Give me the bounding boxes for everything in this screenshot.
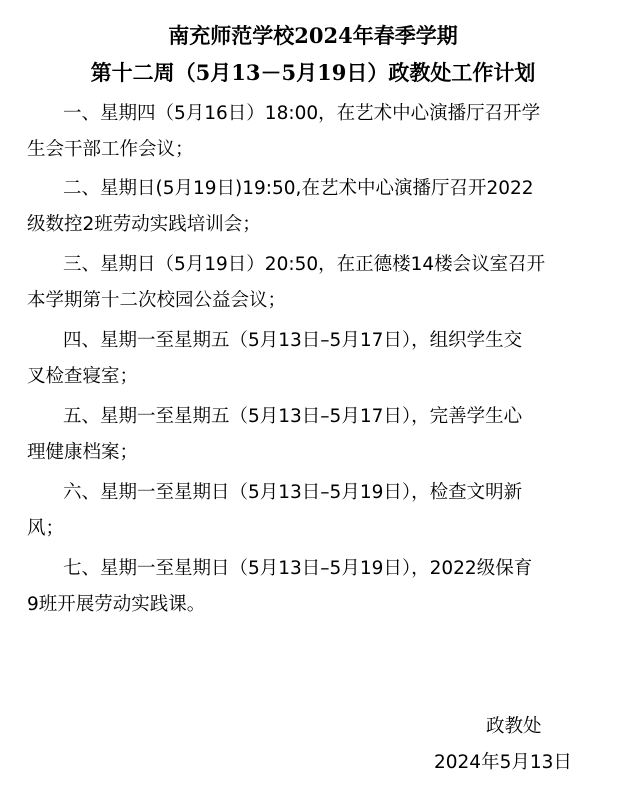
signature-date: 2024年5月13日	[434, 752, 572, 773]
plan-item-6-line-1: 六、星期一至星期日（5月13日–5月19日），检查文明新	[63, 482, 523, 503]
plan-item-5-line-2: 理健康档案；	[27, 442, 139, 463]
plan-item-7-line-2: 9班开展劳动实践课。	[27, 594, 206, 615]
plan-item-4-line-2: 叉检查寝室；	[27, 366, 139, 387]
plan-item-4-line-1: 四、星期一至星期五（5月13日–5月17日），组织学生交	[63, 330, 523, 351]
plan-item-7-line-1: 七、星期一至星期日（5月13日–5月19日），2022级保育	[63, 558, 533, 579]
plan-item-1-line-1: 一、星期四（5月16日）18:00，在艺术中心演播厅召开学	[63, 103, 541, 124]
plan-item-2-line-2: 级数控2班劳动实践培训会；	[27, 214, 261, 235]
plan-item-3-line-1: 三、星期日（5月19日）20:50，在正德楼14楼会议室召开	[63, 254, 546, 275]
plan-item-3-line-2: 本学期第十二次校园公益会议；	[27, 290, 287, 311]
plan-item-2-line-1: 二、星期日(5月19日)19:50,在艺术中心演播厅召开2022	[63, 178, 534, 199]
plan-item-6-line-2: 风；	[27, 518, 65, 539]
signature-org: 政教处	[486, 716, 542, 737]
document-title: 南充师范学校2024年春季学期	[168, 23, 458, 48]
plan-item-5-line-1: 五、星期一至星期五（5月13日–5月17日），完善学生心	[63, 406, 523, 427]
document-subtitle: 第十二周（5月13－5月19日）政教处工作计划	[90, 60, 536, 85]
plan-item-1-line-2: 生会干部工作会议；	[27, 139, 194, 160]
